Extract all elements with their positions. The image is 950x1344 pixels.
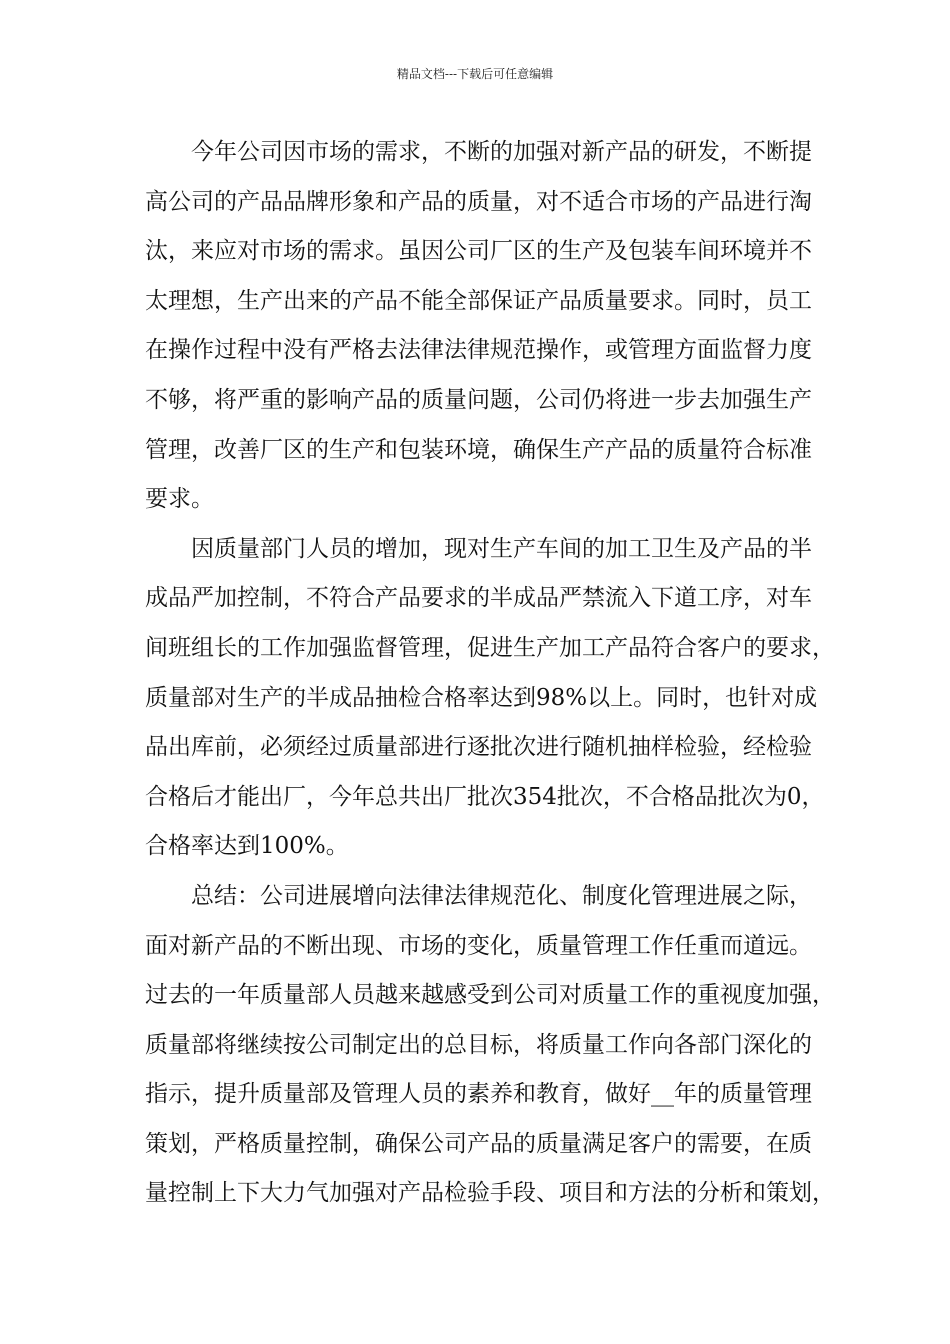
text-line: 合格率达到100%。 [145, 833, 349, 860]
text-line: 高公司的产品品牌形象和产品的质量，对不适合市场的产品进行淘 [145, 188, 812, 215]
text-line: 指示，提升质量部及管理人员的素养和教育，做好__年的质量管理 [145, 1081, 812, 1108]
text-line: 策划，严格质量控制，确保公司产品的质量满足客户的需要，在质 [145, 1130, 812, 1157]
text-line: 质量部将继续按公司制定出的总目标，将质量工作向各部门深化的 [145, 1031, 812, 1058]
text-line: 成品严加控制，不符合产品要求的半成品严禁流入下道工序，对车 [145, 585, 812, 612]
text-line: 在操作过程中没有严格去法律法律规范操作，或管理方面监督力度 [145, 337, 812, 364]
text-line: 总结：公司进展增向法律法律规范化、制度化管理进展之际， [191, 882, 812, 909]
text-line: 要求。 [145, 486, 214, 513]
text-line: 合格后才能出厂，今年总共出厂批次354批次，不合格品批次为0， [145, 783, 825, 810]
text-line: 太理想，生产出来的产品不能全部保证产品质量要求。同时，员工 [145, 287, 812, 314]
text-line: 过去的一年质量部人员越来越感受到公司对质量工作的重视度加强， [145, 982, 835, 1009]
page-header: 精品文档---下载后可任意编辑 [396, 67, 554, 81]
paragraph-1 [145, 128, 810, 525]
text-line: 量控制上下大力气加强对产品检验手段、项目和方法的分析和策划， [145, 1180, 835, 1207]
document-body [145, 128, 835, 1219]
text-line: 不够，将严重的影响产品的质量问题，公司仍将进一步去加强生产 [145, 386, 812, 413]
text-line: 今年公司因市场的需求，不断的加强对新产品的研发，不断提 [191, 139, 812, 165]
text-line: 品出库前，必须经过质量部进行逐批次进行随机抽样检验，经检验 [145, 734, 812, 761]
paragraph-2 [145, 525, 835, 872]
text-line: 质量部对生产的半成品抽检合格率达到98%以上。同时，也针对成 [145, 684, 818, 711]
text-line: 因质量部门人员的增加，现对生产车间的加工卫生及产品的半 [191, 535, 812, 562]
text-line: 汰，来应对市场的需求。虽因公司厂区的生产及包装车间环境并不 [145, 238, 812, 265]
text-line: 间班组长的工作加强监督管理，促进生产加工产品符合客户的要求， [145, 634, 835, 661]
text-line: 管理，改善厂区的生产和包装环境，确保生产产品的质量符合标准 [145, 436, 812, 463]
text-line: 面对新产品的不断出现、市场的变化，质量管理工作任重而道远。 [145, 932, 812, 959]
paragraph-3 [145, 872, 835, 1219]
